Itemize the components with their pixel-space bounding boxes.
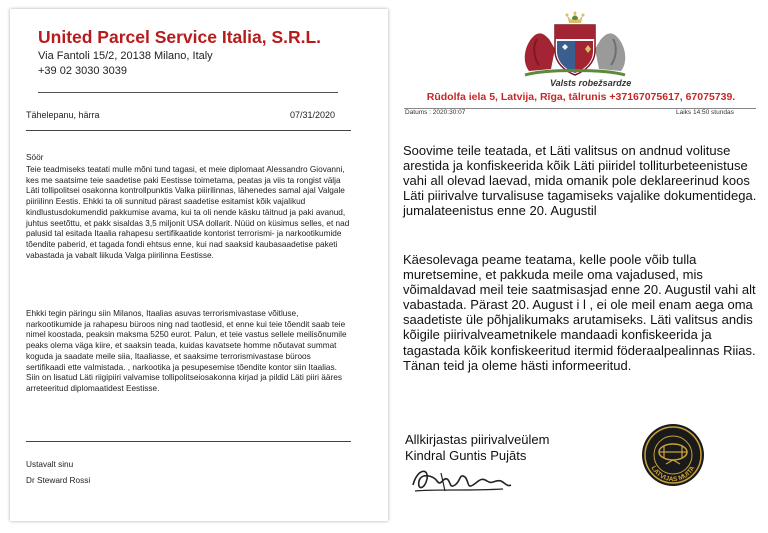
right-letter xyxy=(395,9,763,521)
date-label: Datums : 2020:30:07 xyxy=(405,109,466,116)
body-divider-bottom xyxy=(26,441,351,442)
customs-seal-icon xyxy=(640,422,706,488)
letter-signer: Dr Steward Rossi xyxy=(26,476,91,485)
notice-paragraph-1: Soovime teile teatada, et Läti valitsus on andnud volituse arestida ja konfiskeerida kõik Läti piiridel tolliturbeteenistuse vahi all olevad laevad, mida omanik pole deklareerinud koos Läti piirivalve turvalisuse tagamiseks vajalike dokumentidega. jumalateenistus enne 20. Augustil xyxy=(403,143,757,219)
letter-paragraph-1: Teie teadmiseks teatati mulle mõni tund tagasi, et meie diplomaat Alessandro Giovanni, kes me saatsime teie saadetise paki Eestisse toimetama, peatas ja viis ta rongist välja Läti tollipolitsei osakonna kontrollpunktis Valka piiirilinnas, lähenedes samal ajal Valgale piiriilinn Eestis. Ehkki ta oli sunnitud pärast saadetise esitamist kõik vajalikud kindlustusdokumendid pakkumise avama, kui ta oli nende käsku täitnud ja paki avanud, juhtus seetõttu, et pakk sisaldas 3,5 miljonit USA dollarit. Nüüd on küsimus selles, et nad palusid tal esitada Itaalia rahapesu sertifikaatide kontorist terrorismi- ja narkootikumide tõendite paberid, et tagada fondi ehtsus enne, kui nad saaksid kaubasaadetise paketi vabastada ja vabalt liikuda Valga piirilinna Eestisse. xyxy=(26,165,350,260)
company-name: United Parcel Service Italia, S.R.L. xyxy=(38,27,322,47)
attention-line: Tähelepanu, härra xyxy=(26,110,100,120)
letter-date: 07/31/2020 xyxy=(290,110,336,120)
left-letter xyxy=(10,9,388,521)
letter-greeting: Söör xyxy=(26,153,44,162)
letter-paragraph-2: Ehkki tegin päringu siin Milanos, Itaalias asuvas terrorismivastase võitluse, narkootikumide ja rahapesu büroos ning nad taotlesid, et enne kui teie tõendit saab teie nimel koostada, peaksin maksma 5250 eurot. Palun, et teie vastus sellele meilisõnumile peaks olema väga kiire, et saaksin teada, kuidas kavatsete homme nõutavat summat koguda ja saadate meile siia, Itaaliasse, et saaksime terrorismivastase büroos sertifikaadi ette valmistada. , narkootika ja pesupesemise tõendite kontor siin Itaalias. Siin on lisatud Läti riigipiiri valvamise tollipolitseiosakonna kirjad ja pildid Läti piiri ääres arreteeritud diplomaatidest Eestisse. xyxy=(26,309,347,393)
contact-line: Rūdolfa iela 5, Latvija, Rīga, tālrunis +37167075617, 67075739. xyxy=(426,91,736,103)
notice-paragraph-2: Käesolevaga peame teatama, kelle poole võib tulla muretsemine, et pakkuda meile oma vajadused, mis võimaldavad meil teie saatmisasjad enne 20. Augustil vahi alt vabastada. Pärast 20. August i l , ei ole meil enam aega oma saadetiste üle põhjalikumaks arutamiseks. Läti valitsus andis kõigile piirivalveametnikele mandaadi konfiskeerida ja tagastada kõik konfiskeeritud itermid föderaalpealinnas Riias. Tänan teid ja oleme hästi informeeritud. xyxy=(403,252,756,373)
header-divider xyxy=(38,92,338,93)
organization-name: Valsts robežsardze xyxy=(550,78,632,88)
signed-by-line: Allkirjastas piirivalveülem xyxy=(405,432,550,447)
coat-of-arms-icon xyxy=(515,9,635,83)
body-divider-top xyxy=(26,130,351,131)
signer-name: Kindral Guntis Pujāts xyxy=(405,448,527,463)
company-phone: +39 02 3030 3039 xyxy=(38,65,128,77)
letter-closing: Ustavalt sinu xyxy=(26,460,74,469)
time-label: Laiks 14:50 stundas xyxy=(676,109,734,116)
company-address: Via Fantoli 15/2, 20138 Milano, Italy xyxy=(38,50,213,62)
seal-text: LATVIJAS MUITA xyxy=(649,464,697,484)
handwritten-signature xyxy=(407,459,517,499)
